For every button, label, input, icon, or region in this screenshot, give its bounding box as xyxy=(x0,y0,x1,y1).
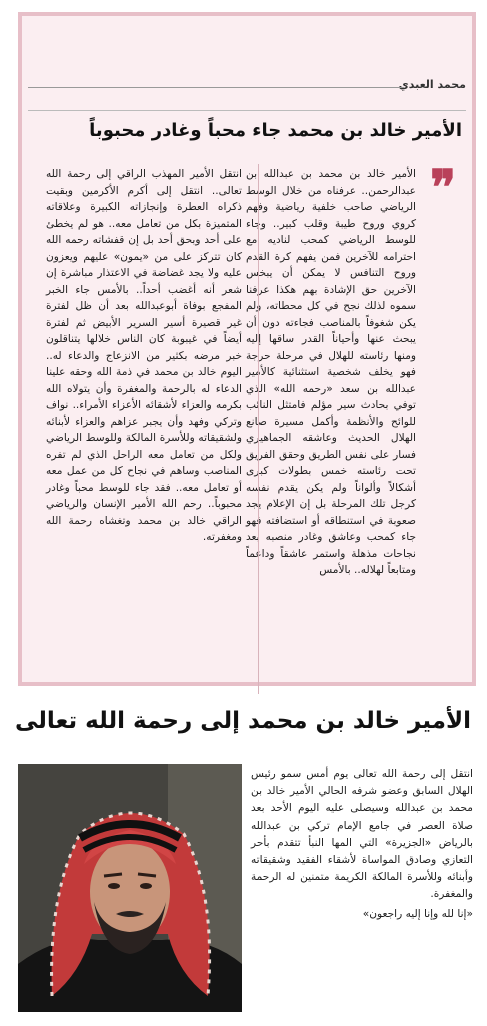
author-row xyxy=(22,78,472,100)
obituary-text xyxy=(251,766,473,923)
column-divider xyxy=(258,164,259,694)
obituary-closing: «إنا لله وإنا إليه راجعون» xyxy=(362,907,473,920)
quote-mark-icon: ❞ xyxy=(430,160,456,216)
column-title: الأمير خالد بن محمد جاء محباً وغادر محبوباً xyxy=(89,120,462,141)
obituary-title: الأمير خالد بن محمد إلى رحمة الله تعالى xyxy=(15,708,471,734)
column-text-right: الأمير خالد بن محمد بن عبدالله بن عبدالرحمن.. عرفناه من خلال الوسط الرياضي صاحب خلفية رياضية وفهم كروي وروح طيبة وقلب كبير.. وجاء للوسط الرياضي كمحب لناديه مع احترامه للآخرين فمن يفهم كرة القدم وروح التنافس لا يمكن أن يبخس الآخرين حق الإشادة بهم هكذا عرفنا سموه لذلك نجح في كل محطاته، ولم يكن شغوفاً بالمناصب فجاءته دون أن يبحث عنها وأحياناً القدر ساقها إليه ومنها رئاسته للهلال في مرحلة حرجة فهو يخلف شخصية استثنائية كالأمير عبدالله بن سعد «رحمه الله» الذي توفي بحادث سير مؤلم فامتثل النائب للوائح والأنظمة وأكمل مسيرة صانع الهلال الحديث وعاشقه الجماهيري فسار على نفس الطريق وحقق الفريق تحت رئاسته خمس بطولات كبرى أشكالاً وألواناً ولم يكن يقدم نفسه كرجل تلك المرحلة بل إن الإعلام يجد صعوبة في استنطاقه أو استضافته فهو جاء كمحب وعاشق وغادر منصبه بعد نجاحات مذهلة واستمر عاشقاً وداعماً ومتابعاً لهلاله.. بالأمس xyxy=(246,168,416,576)
portrait-photo xyxy=(18,764,242,1012)
portrait-illustration xyxy=(18,764,242,1012)
author-name: محمد العبدي xyxy=(398,78,466,91)
author-divider xyxy=(28,87,404,88)
obituary-body: انتقل إلى رحمة الله تعالى يوم أمس سمو رئيس الهلال السابق وعضو شرفه الحالي الأمير خالد بن محمد بن عبدالله وسيصلى عليه اليوم الأحد بعد صلاة العصر في جامع الإمام تركي بن عبدالله بالرياض «الجزيرة» التي المها النبأ تتقدم بأحر التعازي وصادق المواساة لأشقاء الفقيد وشقيقاته وأبنائه وللأسرة المالكة الكريمة متمنين له الرحمة والمغفرة. xyxy=(251,768,473,901)
opinion-column-box xyxy=(18,12,476,686)
title-divider xyxy=(28,110,466,111)
column-text-left: انتقل الأمير المهذب الراقي إلى رحمة الله تعالى.. انتقل إلى أكرم الأكرمين وبقيت ذكراه العطرة وإنجازاته الكبيرة وعلاقاته المتميزة بكل من تعامل معه.. هو لم يخطئ على أحد وبحق أحد بل إن قفشاته رحمه الله كان تتركز على من «يمون» عليهم ويعزون عليه ولا يجد غضاضة في الاعتذار مباشرة إن شعر أنه أغضب أحداً.. بالأمس جاء الخبر المفجع بوفاة أبوعبدالله بعد أن ظل لفترة غير قصيرة أسير السرير الأبيض ثم لفترة أيضاً في غيبوبة كان الناس خلالها يتناقلون خبر مرضه بكثير من الانزعاج والدعاء له.. اليوم خالد بن محمد في ذمة الله وحقه علينا الدعاء له بالرحمة والمغفرة وأن يتولاه الله بكرمه والعزاء لأشقائه الأعزاء الأمراء.. نواف وتركي وفهد وأن يجبر عزاهم والعزاء لأبنائه ولشقيقاته وللأسرة المالكة وللوسط الرياضي ولكل من تعامل معه الراحل الذي لم تفره المناصب وساهم في نجاح كل من عمل معه أو تعامل معه.. فقد جاء للوسط محباً وغادر محبوباً.. رحم الله الأمير الإنسان والرياضي الراقي خالد بن محمد وتغشاه رحمة الله ومغفرته. xyxy=(46,168,242,543)
